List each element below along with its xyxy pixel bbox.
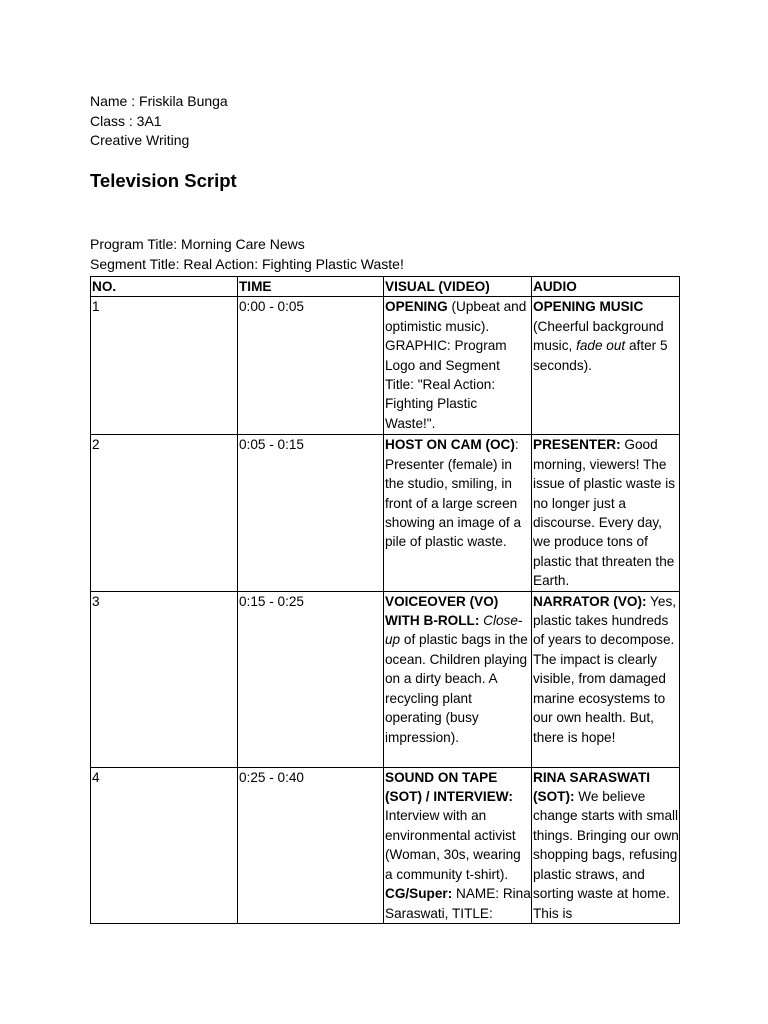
text-run: NAME: Rina Saraswati, TITLE: — [385, 886, 531, 921]
script-table — [90, 276, 680, 924]
bold-text: OPENING MUSIC — [533, 299, 644, 315]
table-header-row — [91, 277, 680, 297]
text-run: of plastic bags in the ocean. Children playing on a dirty beach. A recycling plant operating (busy impression). — [385, 632, 528, 745]
row-no: 4 — [91, 767, 238, 923]
italic-text: fade out — [576, 338, 626, 354]
text-run: after 5 seconds). — [533, 338, 668, 373]
text-run: (Cheerful background music, — [533, 318, 664, 354]
bold-text: OPENING — [385, 299, 448, 315]
row-visual — [384, 435, 532, 591]
table-row — [91, 297, 680, 435]
row-time: 0:00 - 0:05 — [238, 297, 384, 435]
program-info — [90, 235, 404, 274]
bold-text: VOICEOVER (VO) WITH B-ROLL: — [385, 593, 499, 629]
document-title: Television Script — [90, 170, 237, 191]
text-run: Good morning, viewers! The issue of plastic waste is no longer just a discourse. Every day, we produce tons of plastic that threaten the Earth. — [533, 437, 676, 589]
row-visual — [384, 297, 532, 435]
student-info — [90, 92, 228, 151]
row-no: 1 — [91, 297, 238, 435]
row-time: 0:25 - 0:40 — [238, 767, 384, 923]
header-visual: VISUAL (VIDEO) — [384, 277, 532, 297]
row-audio — [532, 591, 680, 767]
header-time: TIME — [238, 277, 384, 297]
text-run: Yes, plastic takes hundreds of years to decompose. The impact is clearly visible, from damaged marine ecosystems to our own health. But, there is hope! — [533, 593, 677, 745]
header-audio: AUDIO — [532, 277, 680, 297]
student-name: Name : Friskila Bunga — [90, 93, 228, 109]
text-run: Interview with an environmental activist (Woman, 30s, wearing a community t-shirt). — [385, 808, 521, 882]
table-row — [91, 591, 680, 767]
segment-title: Segment Title: Real Action: Fighting Plastic Waste! — [90, 255, 404, 272]
bold-text: PRESENTER: — [533, 437, 621, 453]
row-time: 0:05 - 0:15 — [238, 435, 384, 591]
bold-text: CG/Super: — [385, 886, 453, 902]
bold-text: SOUND ON TAPE (SOT) / INTERVIEW: — [385, 769, 513, 805]
row-audio — [532, 435, 680, 591]
row-audio — [532, 767, 680, 923]
text-run: (Upbeat and optimistic music). GRAPHIC: Program Logo and Segment Title: "Real Action: Fighting Plastic Waste!". — [385, 299, 527, 431]
bold-text: HOST ON CAM (OC) — [385, 437, 515, 453]
student-class: Class : 3A1 — [90, 112, 162, 129]
row-no: 2 — [91, 435, 238, 591]
bold-text: RINA SARASWATI (SOT): — [533, 769, 651, 805]
row-audio — [532, 297, 680, 435]
row-visual — [384, 591, 532, 767]
subject: Creative Writing — [90, 132, 190, 148]
text-run: : Presenter (female) in the studio, smiling, in front of a large screen showing an image of a pile of plastic waste. — [385, 437, 522, 550]
row-no: 3 — [91, 591, 238, 767]
header-no: NO. — [91, 277, 238, 297]
program-title: Program Title: Morning Care News — [90, 236, 305, 252]
text-run: We believe change starts with small things. Bringing our own shopping bags, refusing plastic straws, and sorting waste at home. This is — [533, 789, 679, 921]
bold-text: NARRATOR (VO): — [533, 593, 647, 609]
italic-text: Close-up — [385, 613, 523, 648]
row-visual — [384, 767, 532, 923]
table-row — [91, 435, 680, 591]
row-time: 0:15 - 0:25 — [238, 591, 384, 767]
table-row — [91, 767, 680, 923]
